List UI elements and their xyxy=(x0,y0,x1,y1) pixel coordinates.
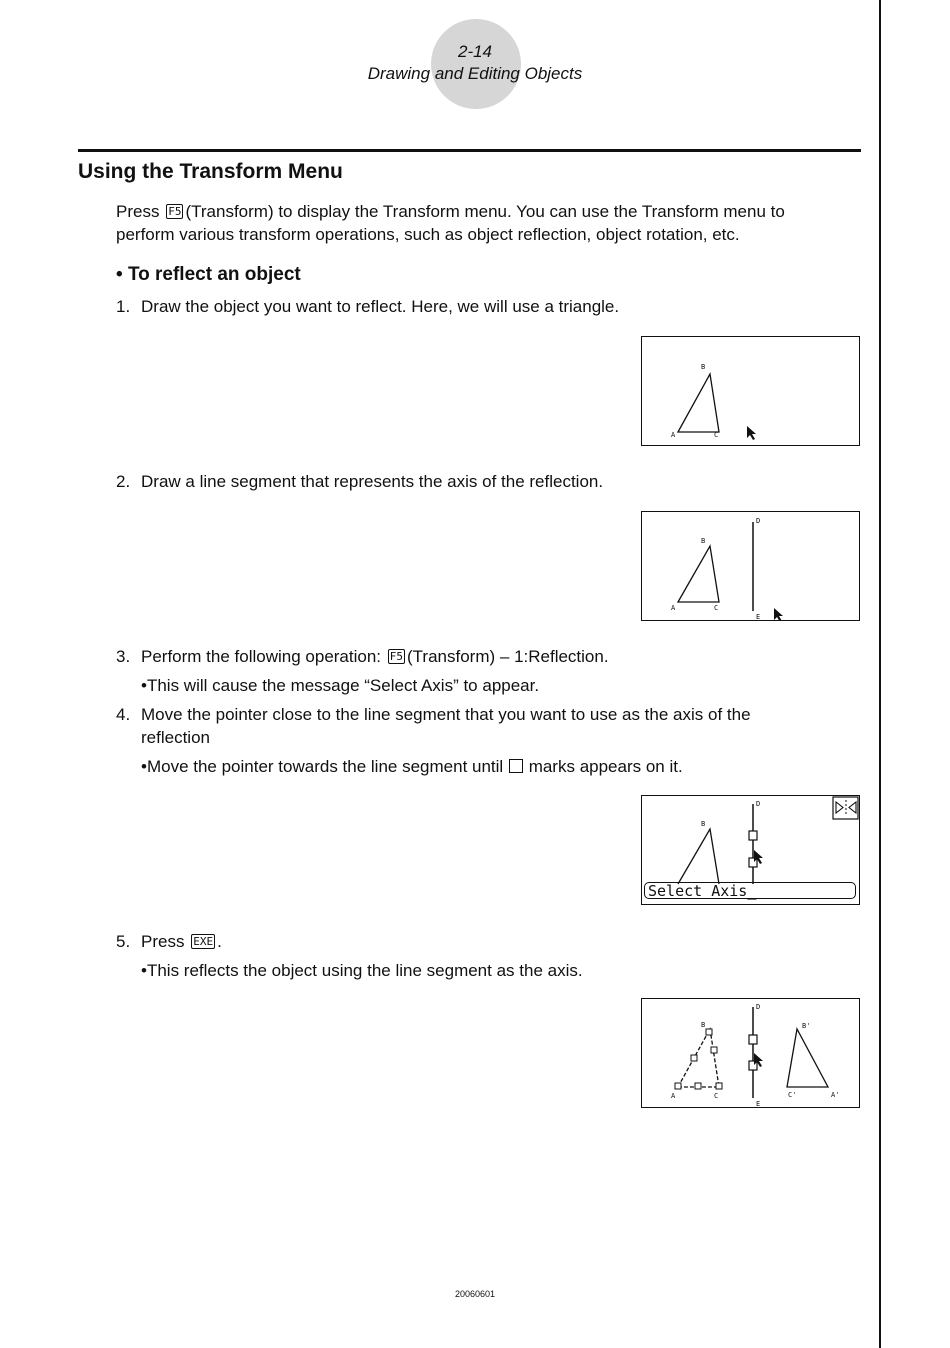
page-number: 2-14 xyxy=(457,42,493,61)
screen-4-drawing xyxy=(642,999,859,1107)
label-c: C xyxy=(714,604,719,612)
label-d: D xyxy=(756,517,761,525)
step-text: Move the pointer close to the line segment that you want to use as the axis of the reflection xyxy=(141,705,751,747)
f5-key-icon: F5 xyxy=(389,650,404,663)
step-text: Draw the object you want to reflect. Here, we will use a triangle. xyxy=(141,297,620,316)
label-e: E xyxy=(756,1100,761,1107)
step-5-note xyxy=(141,959,583,982)
step-text xyxy=(141,645,821,668)
subheading-text: To reflect an object xyxy=(127,264,301,285)
screen-select-axis xyxy=(641,795,860,905)
label-e: E xyxy=(756,613,761,620)
step-3-note xyxy=(141,674,539,697)
label-a: A xyxy=(671,431,676,439)
subheading xyxy=(116,264,301,286)
square-mark-icon xyxy=(749,831,757,840)
square-mark-icon xyxy=(675,1083,681,1089)
label-b: B xyxy=(701,363,706,371)
screen-1-drawing xyxy=(642,337,859,445)
step-number: 4. xyxy=(116,705,131,724)
label-b: B xyxy=(701,1021,706,1029)
section-title: Drawing and Editing Objects xyxy=(367,64,583,83)
triangle-abc xyxy=(678,374,719,432)
square-mark-icon xyxy=(691,1055,697,1061)
note-text-pre: Move the pointer towards the line segment until xyxy=(146,757,504,776)
label-a-prime: A' xyxy=(831,1091,840,1099)
bullet-icon: • xyxy=(116,264,123,285)
label-b-prime: B' xyxy=(802,1022,811,1030)
screen-2-drawing xyxy=(642,512,859,620)
label-c: C xyxy=(714,1092,719,1100)
step-4-note xyxy=(141,755,683,778)
page-edge-rule xyxy=(879,0,881,1348)
footer-code: 20060601 xyxy=(454,1289,496,1299)
step-5-pre: Press xyxy=(141,932,185,951)
step-text xyxy=(141,930,821,953)
bullet-icon: • xyxy=(141,676,147,695)
label-a: A xyxy=(671,1092,676,1100)
step-5-post: . xyxy=(217,932,222,951)
square-mark-icon xyxy=(711,1047,717,1053)
label-a: A xyxy=(671,604,676,612)
intro-paragraph xyxy=(116,200,846,246)
pointer-icon xyxy=(774,608,783,620)
step-number: 1. xyxy=(116,297,131,316)
exe-key-icon: EXE xyxy=(193,935,214,948)
triangle-reflected xyxy=(787,1029,828,1087)
square-mark-icon xyxy=(749,1035,757,1044)
square-mark-icon xyxy=(716,1083,722,1089)
square-mark-icon xyxy=(509,759,523,773)
page-title: Using the Transform Menu xyxy=(78,160,343,183)
intro-press: Press xyxy=(116,202,160,221)
triangle-abc xyxy=(678,829,719,884)
screen-reflected xyxy=(641,998,860,1108)
screen-triangle xyxy=(641,336,860,446)
triangle-abc-selected xyxy=(678,1029,719,1087)
bullet-icon: • xyxy=(141,961,147,980)
label-c-prime: C' xyxy=(788,1091,797,1099)
step-number: 5. xyxy=(116,932,131,951)
step-3-pre: Perform the following operation: xyxy=(141,647,382,666)
step-text: Draw a line segment that represents the axis of the reflection. xyxy=(141,472,604,491)
label-d: D xyxy=(756,800,761,808)
note-text: This will cause the message “Select Axis” to appear. xyxy=(146,676,540,695)
screen-axis-segment xyxy=(641,511,860,621)
triangle-abc xyxy=(678,546,719,602)
step-3-post: (Transform) – 1:Reflection. xyxy=(407,647,609,666)
bullet-icon: • xyxy=(141,757,147,776)
step-number: 3. xyxy=(116,647,131,666)
note-text: This reflects the object using the line segment as the axis. xyxy=(146,961,583,980)
select-axis-prompt: Select Axis_ xyxy=(644,882,856,899)
label-b: B xyxy=(701,537,706,545)
label-d: D xyxy=(756,1003,761,1011)
intro-text: (Transform) to display the Transform menu. You can use the Transform menu to perform various transform operations, such as object reflection, object rotation, etc. xyxy=(116,202,785,244)
label-b: B xyxy=(701,820,706,828)
label-c: C xyxy=(714,431,719,439)
step-number: 2. xyxy=(116,472,131,491)
square-mark-icon xyxy=(695,1083,701,1089)
f5-key-icon: F5 xyxy=(168,205,182,218)
note-text-post: marks appears on it. xyxy=(528,757,683,776)
square-mark-icon xyxy=(706,1029,712,1035)
pointer-icon xyxy=(747,426,756,440)
heading-rule xyxy=(78,149,861,152)
